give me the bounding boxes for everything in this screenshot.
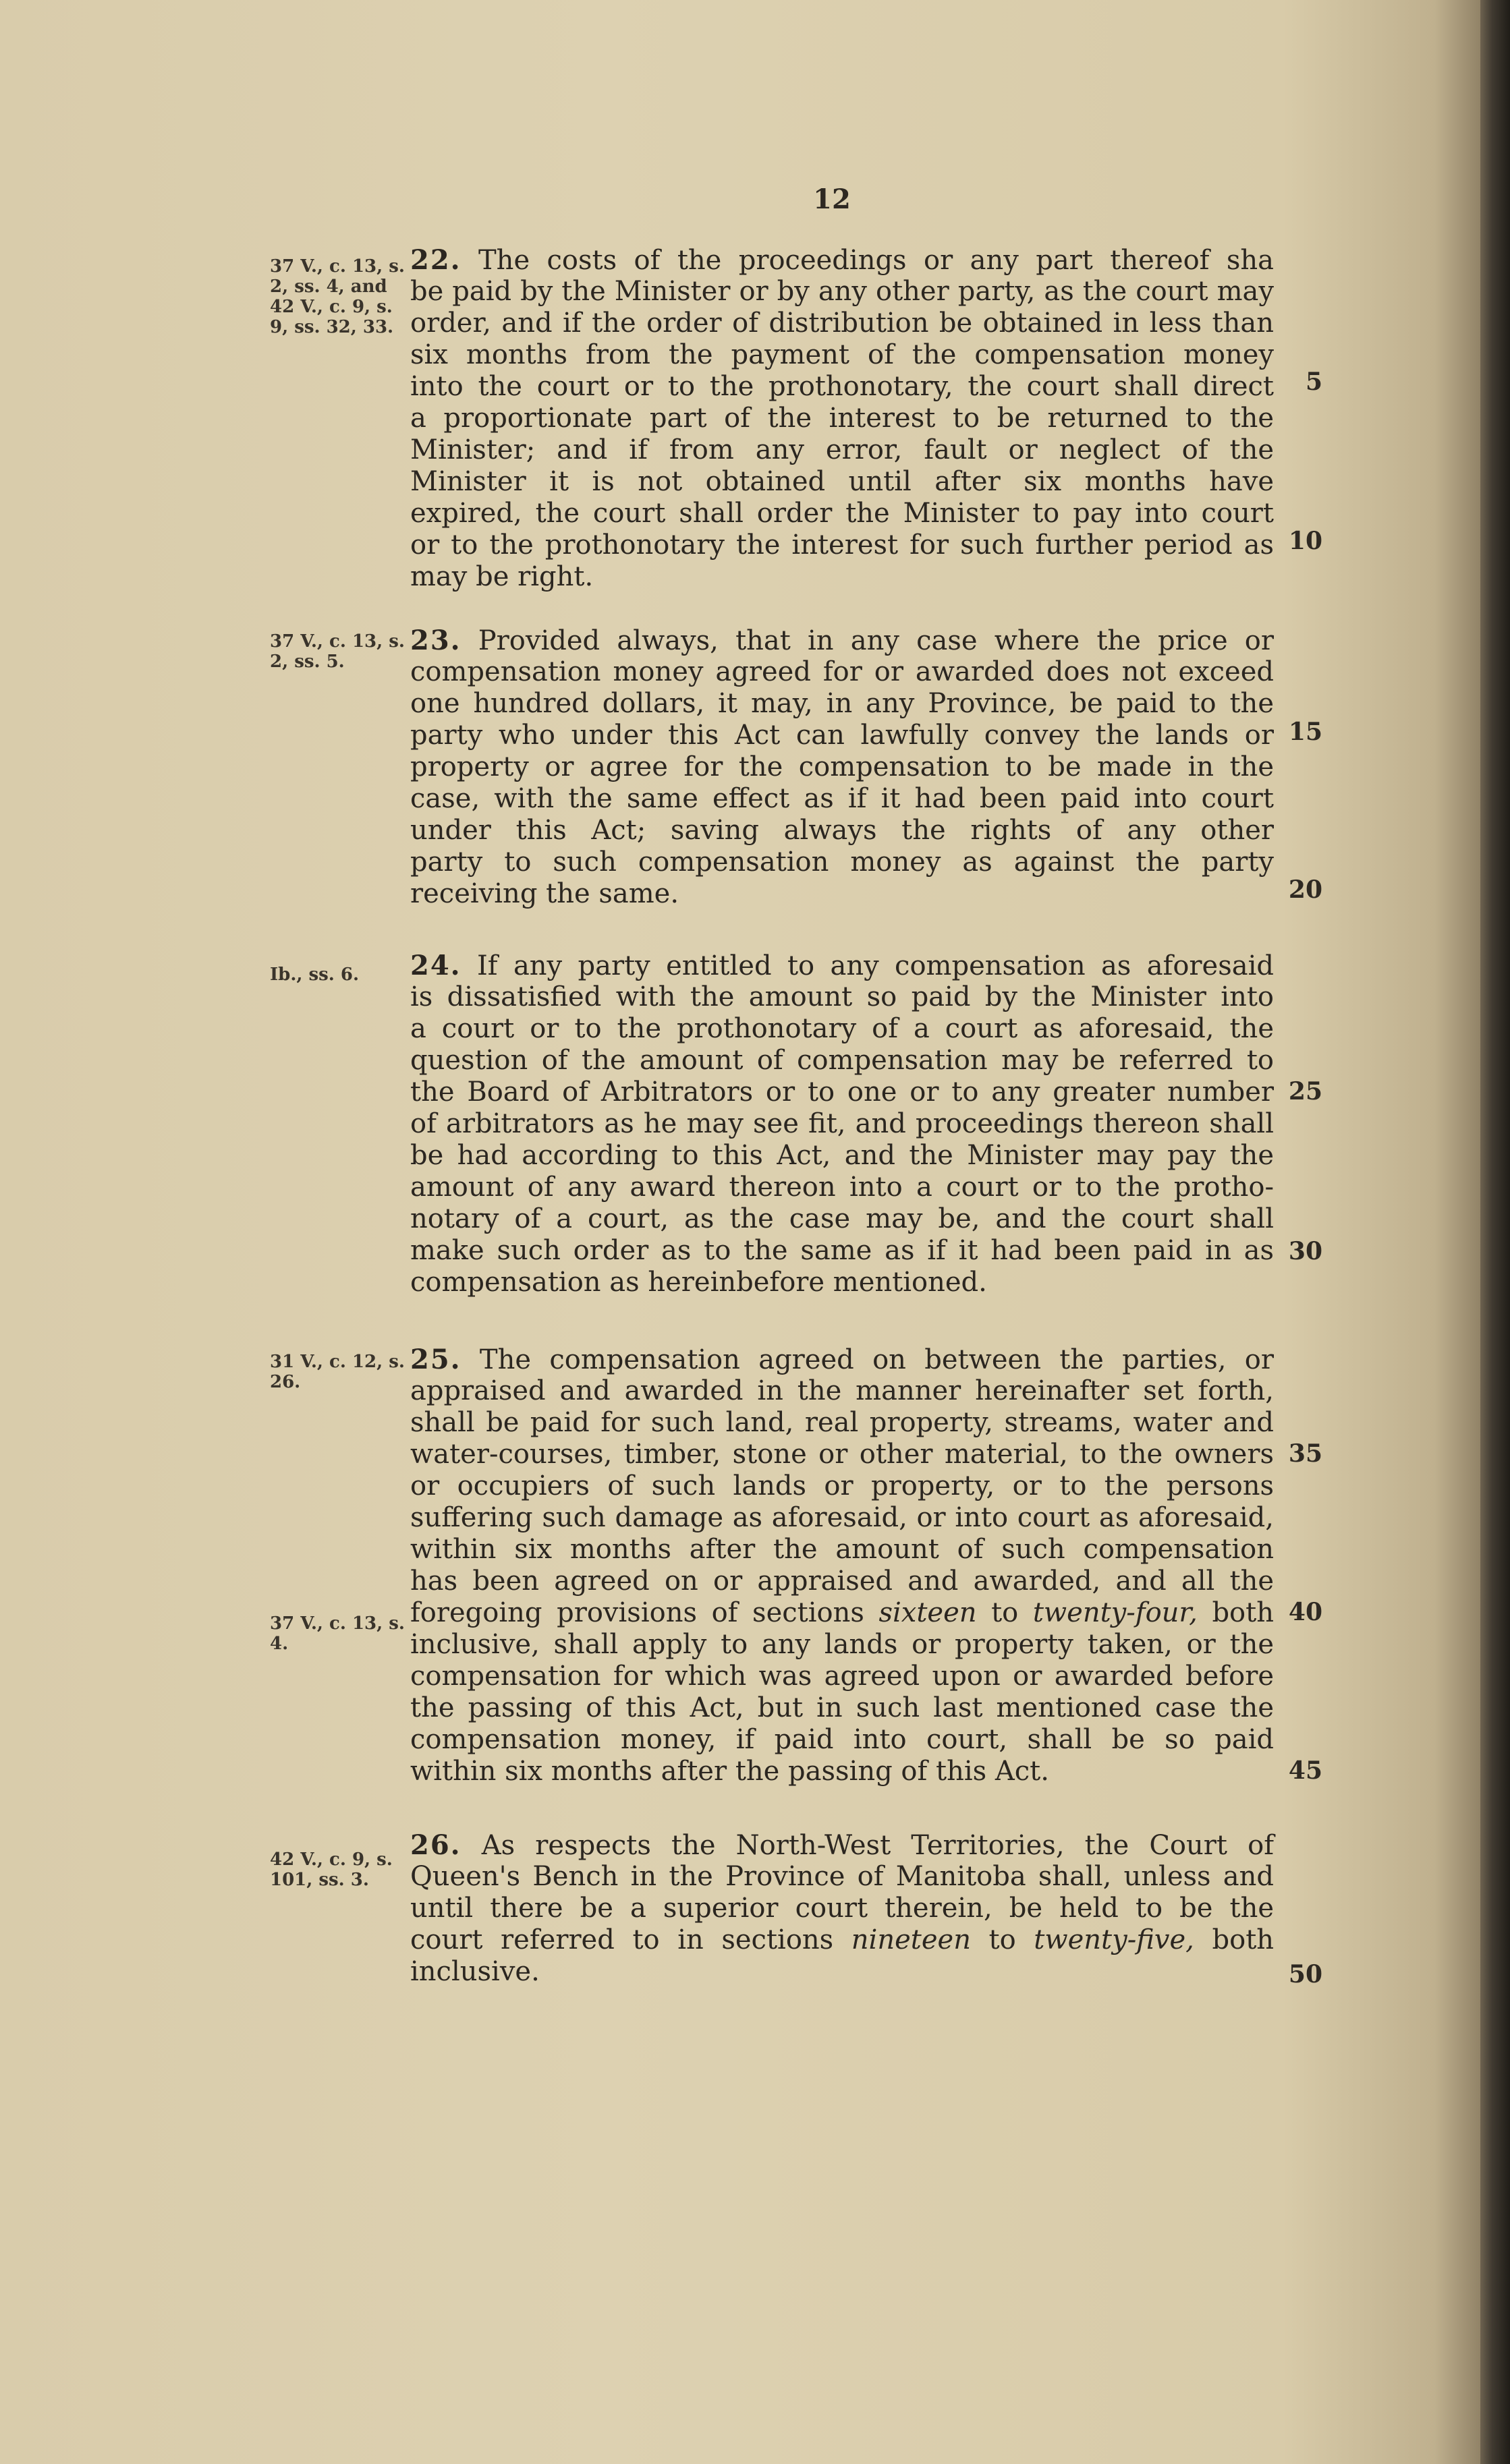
text-line: has been agreed on or appraised and awarded, and all the (410, 1566, 1274, 1597)
text-line: court referred to in sections nineteen to twenty-five, both (410, 1924, 1275, 1955)
text-line: until there be a superior court therein, be held to be the (410, 1893, 1274, 1924)
text-line: compensation as hereinbefore mentioned. (410, 1267, 987, 1298)
text-line: property or agree for the compensation to be made in the (410, 751, 1274, 782)
text-line: compensation money, if paid into court, shall be so paid (410, 1724, 1274, 1755)
cross-reference: twenty-four, (1032, 1597, 1198, 1628)
text-line: party to such compensation money as against the party (410, 847, 1274, 878)
text-line: appraised and awarded in the manner hereinafter set forth, (410, 1375, 1274, 1406)
text-line: a proportionate part of the interest to be returned to the (410, 403, 1274, 434)
text-line: Queen's Bench in the Province of Manitoba shall, unless and (410, 1861, 1274, 1892)
line-number: 40 (1288, 1598, 1322, 1626)
text-line: of arbitrators as he may see fit, and proceedings thereon shall (410, 1108, 1274, 1139)
text-line: may be right. (410, 561, 594, 592)
text-line: suffering such damage as aforesaid, or into court as aforesaid, (410, 1502, 1274, 1533)
text-line: inclusive, shall apply to any lands or property taken, or the (410, 1629, 1274, 1660)
text-line: 26. As respects the North-West Territories, the Court of (410, 1829, 1274, 1861)
text-line: shall be paid for such land, real property, streams, water and (410, 1407, 1274, 1438)
section-number: 24. (410, 950, 462, 981)
text-line: be had according to this Act, and the Minister may pay the (410, 1140, 1274, 1171)
margin-note: Ib., ss. 6. (270, 965, 360, 985)
text-line: 22. The costs of the proceedings or any part thereof sha (410, 244, 1274, 276)
text-line: or occupiers of such lands or property, or to the persons (410, 1470, 1274, 1501)
text-line: be paid by the Minister or by any other party, as the court may (410, 276, 1274, 307)
line-number: 45 (1288, 1756, 1322, 1785)
text-line: into the court or to the prothonotary, the court shall direct (410, 371, 1274, 402)
text-line: 24. If any party entitled to any compensation as aforesaid (410, 950, 1274, 981)
text-line: amount of any award thereon into a court or to the protho- (410, 1172, 1274, 1203)
text-line: 23. Provided always, that in any case where the price or (410, 625, 1274, 656)
line-number: 20 (1288, 876, 1322, 904)
margin-note: 37 V., c. 13, s. 2, ss. 5. (270, 631, 405, 672)
section-text (410, 1344, 1274, 1787)
margin-note: 31 V., c. 12, s. 26. (270, 1352, 405, 1392)
text-line: notary of a court, as the case may be, and the court shall (410, 1203, 1274, 1234)
section-number: 25. (410, 1344, 462, 1375)
text-line: a court or to the prothonotary of a court as aforesaid, the (410, 1013, 1274, 1044)
section-number: 23. (410, 625, 462, 656)
text-line: six months from the payment of the compensation money (410, 339, 1274, 370)
margin-note: 42 V., c. 9, s. 101, ss. 3. (270, 1850, 393, 1890)
margin-note: 37 V., c. 13, s. 2, ss. 4, and 42 V., c. 9, s. 9, ss. 32, 33. (270, 256, 405, 337)
text-line: under this Act; saving always the rights of any other (410, 815, 1274, 846)
section-text (410, 244, 1274, 593)
line-number: 30 (1288, 1237, 1322, 1265)
section-text (410, 950, 1274, 1298)
line-number: 10 (1288, 527, 1322, 555)
cross-reference: twenty-five, (1034, 1924, 1194, 1955)
text-line: or to the prothonotary the interest for such further period as (410, 529, 1274, 561)
cross-reference: sixteen (878, 1597, 977, 1628)
text-line: compensation money agreed for or awarded does not exceed (410, 656, 1274, 687)
text-line: compensation for which was agreed upon or awarded before (410, 1661, 1274, 1692)
section-text (410, 1829, 1274, 1988)
line-number: 5 (1305, 368, 1322, 396)
cross-reference: nineteen (851, 1924, 971, 1955)
text-line: question of the amount of compensation may be referred to (410, 1045, 1274, 1076)
text-line: make such order as to the same as if it had been paid in as (410, 1235, 1274, 1266)
text-line: foregoing provisions of sections sixteen to twenty-four, both (410, 1597, 1274, 1628)
text-line: receiving the same. (410, 878, 679, 909)
text-line: Minister it is not obtained until after six months have (410, 466, 1274, 497)
line-number: 25 (1288, 1077, 1322, 1106)
section-number: 22. (410, 244, 462, 276)
text-line: expired, the court shall order the Minister to pay into court (410, 498, 1274, 529)
text-line: the Board of Arbitrators or to one or to any greater number (410, 1077, 1274, 1108)
text-line: Minister; and if from any error, fault or neglect of the (410, 434, 1274, 465)
line-number: 35 (1288, 1439, 1322, 1468)
text-line: water-courses, timber, stone or other material, to the owners (410, 1439, 1274, 1470)
text-line: is dissatisfied with the amount so paid by the Minister into (410, 981, 1274, 1012)
margin-note-secondary: 37 V., c. 13, s. 4. (270, 1613, 405, 1654)
text-line: within six months after the amount of such compensation (410, 1534, 1274, 1565)
line-number: 50 (1288, 1960, 1322, 1988)
text-line: one hundred dollars, it may, in any Province, be paid to the (410, 688, 1274, 719)
page-number: 12 (813, 183, 851, 215)
text-line: 25. The compensation agreed on between the parties, or (410, 1344, 1274, 1375)
section-text (410, 625, 1274, 910)
text-line: within six months after the passing of this Act. (410, 1756, 1049, 1787)
text-line: party who under this Act can lawfully convey the lands or (410, 720, 1274, 751)
section-number: 26. (410, 1829, 462, 1861)
text-line: inclusive. (410, 1956, 540, 1987)
text-line: the passing of this Act, but in such last mentioned case the (410, 1692, 1274, 1723)
text-line: case, with the same effect as if it had been paid into court (410, 783, 1274, 814)
book-spine-shadow (1480, 0, 1510, 2464)
line-number: 15 (1288, 718, 1322, 746)
text-line: order, and if the order of distribution be obtained in less than (410, 308, 1274, 339)
